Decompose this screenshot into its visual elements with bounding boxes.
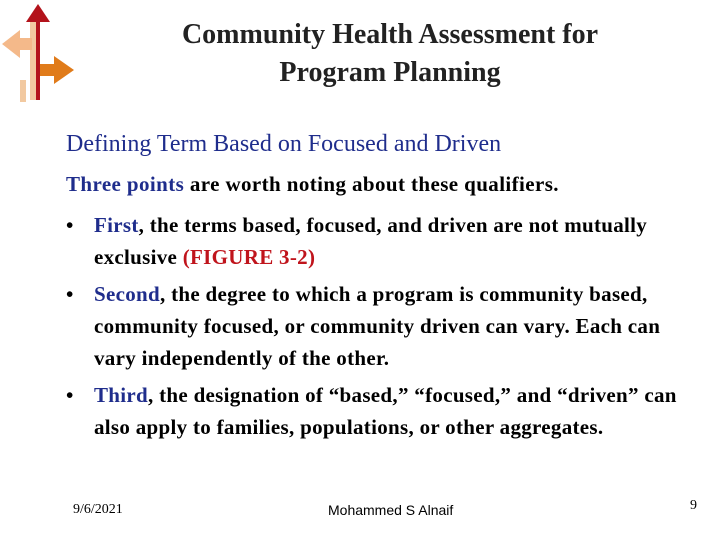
- bullet-item-first: [66, 209, 706, 273]
- bullet-lead: Third: [94, 383, 149, 407]
- bullet-lead: Second: [94, 282, 160, 306]
- slide-title: [100, 16, 680, 92]
- slide-subtitle: Defining Term Based on Focused and Driven: [66, 131, 502, 157]
- title-line-1: Community Health Assessment for: [181, 19, 599, 50]
- arrows-logo-icon: [0, 0, 80, 110]
- intro-rest: are worth noting about these qualifiers.: [184, 172, 559, 196]
- title-line-2: Program Planning: [279, 57, 501, 88]
- bullet-text: , the designation of “based,” “focused,” and “driven” can also apply to families, populations, or other aggregates.: [94, 383, 677, 439]
- figure-reference: (FIGURE 3-2): [182, 245, 316, 269]
- bullet-text: , the degree to which a program is community based, community focused, or community driven can vary. Each can vary independently of the other.: [94, 282, 661, 370]
- bullet-icon: •: [66, 282, 74, 306]
- footer-date: 9/6/2021: [73, 502, 123, 517]
- page-number: 9: [690, 498, 697, 513]
- bullet-lead: First: [94, 213, 139, 237]
- bullet-icon: •: [66, 383, 74, 407]
- bullet-item-third: [66, 379, 706, 443]
- bullet-icon: •: [66, 213, 74, 237]
- bullet-text: , the terms based, focused, and driven are not mutually exclusive: [94, 213, 648, 269]
- bullet-item-second: [66, 278, 706, 374]
- intro-line: [66, 172, 559, 197]
- bullet-list: [66, 209, 706, 448]
- intro-highlight: Three points: [66, 172, 185, 196]
- footer-author: Mohammed S Alnaif: [328, 502, 454, 518]
